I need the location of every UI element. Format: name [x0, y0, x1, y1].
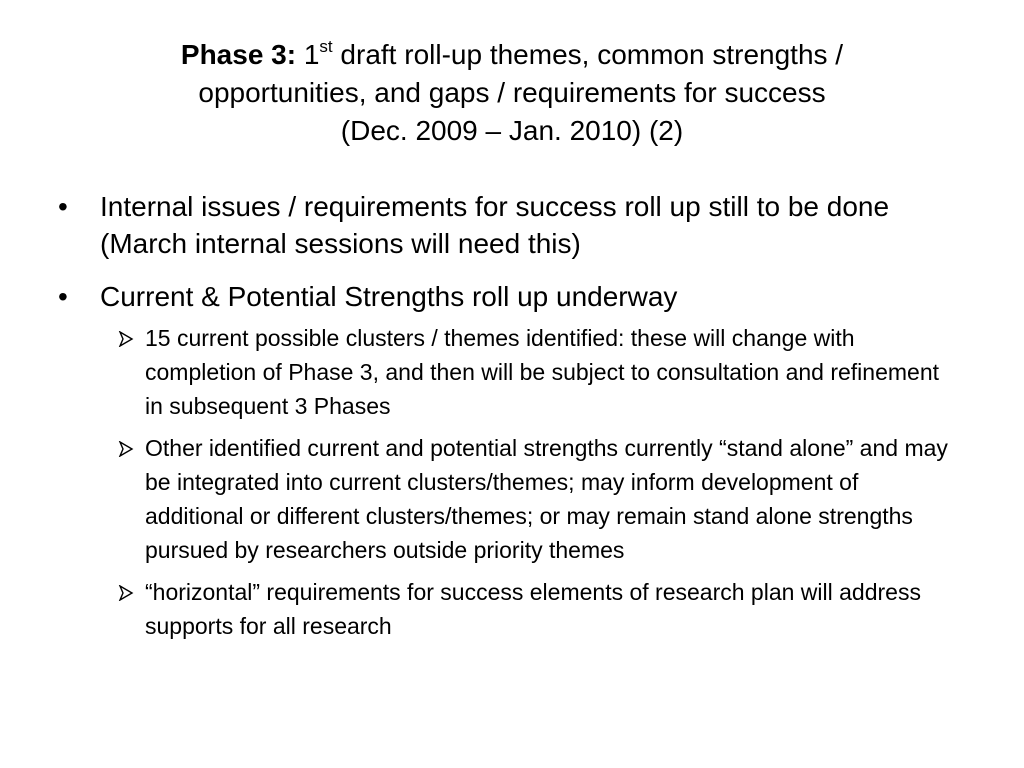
sub-bullet-item — [58, 575, 958, 643]
sub-bullet-text: “horizontal” requirements for success elements of research plan will address supports for all research — [145, 579, 921, 639]
bullet-item — [58, 188, 958, 262]
sub-bullet-list — [58, 321, 958, 643]
title-superscript: st — [319, 36, 333, 56]
bullet-item — [58, 278, 958, 315]
title-line-1-rest: draft roll-up themes, common strengths / — [332, 39, 844, 70]
title-number: 1 — [296, 39, 320, 70]
sub-bullet-item — [58, 431, 958, 567]
arrow-bullet-icon — [118, 431, 138, 465]
sub-bullet-item — [58, 321, 958, 423]
bullet-marker: • — [58, 281, 68, 312]
slide-title — [60, 36, 964, 150]
arrow-bullet-icon — [118, 321, 138, 355]
sub-bullet-text: Other identified current and potential strengths currently “stand alone” and may be integrated into current clusters/themes; may inform development of additional or different clusters/themes; or may remain stand alone strengths pursued by researchers outside priority themes — [145, 435, 948, 563]
bullet-text: Internal issues / requirements for success roll up still to be done (March internal sessions will need this) — [100, 191, 890, 259]
bullet-text: Current & Potential Strengths roll up underway — [100, 281, 678, 312]
title-line-2: opportunities, and gaps / requirements for success — [198, 77, 826, 108]
bullet-marker: • — [58, 191, 68, 222]
arrow-bullet-icon — [118, 575, 138, 609]
sub-bullet-text: 15 current possible clusters / themes identified: these will change with completion of Phase 3, and then will be subject to consultation and refinement in subsequent 3 Phases — [145, 325, 939, 419]
title-lead: Phase 3: — [180, 39, 297, 70]
title-line-3: (Dec. 2009 – Jan. 2010) (2) — [340, 115, 684, 146]
slide-body — [58, 188, 958, 651]
